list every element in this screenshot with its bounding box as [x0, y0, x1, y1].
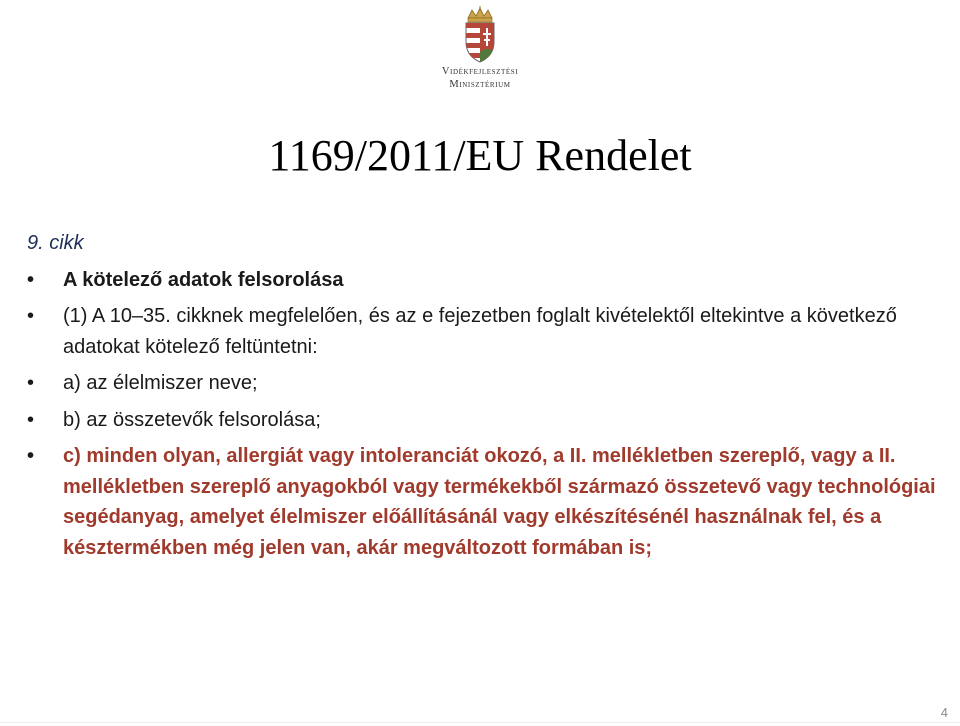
ministry-name-line1: Vidékfejlesztési [441, 66, 519, 77]
slide-title: 1169/2011/EU Rendelet [268, 131, 692, 180]
bullet-list [27, 265, 937, 564]
page-number: 4 [940, 705, 948, 720]
list-item: • (1) A 10–35. cikknek megfelelően, és az e fejezetben foglalt kivételektől eltekintve a következő adatokat kötelező feltüntetni: [27, 301, 937, 362]
list-item: • a) az élelmiszer neve; [27, 368, 937, 399]
slide-content [27, 228, 937, 569]
list-item: • b) az összetevők felsorolása; [27, 405, 937, 436]
coat-of-arms-icon [460, 6, 500, 64]
list-item: • c) minden olyan, allergiát vagy intoleranciát okozó, a II. mellékletben szereplő, vagy a II. mellékletben szereplő anyagokból vagy termékekből származó összetevő vagy technológiai segédanyag, amelyet élelmiszer előállításánál vagy elkészítésénél használnak fel, és a késztermékben még jelen van, akár megváltozott formában is; [27, 441, 937, 563]
section-label: 9. cikk [27, 232, 84, 254]
list-item: • A kötelező adatok felsorolása [27, 265, 937, 296]
ministry-logo [432, 6, 528, 96]
footer-divider [0, 722, 960, 723]
ministry-name-line2: Minisztérium [449, 79, 511, 90]
